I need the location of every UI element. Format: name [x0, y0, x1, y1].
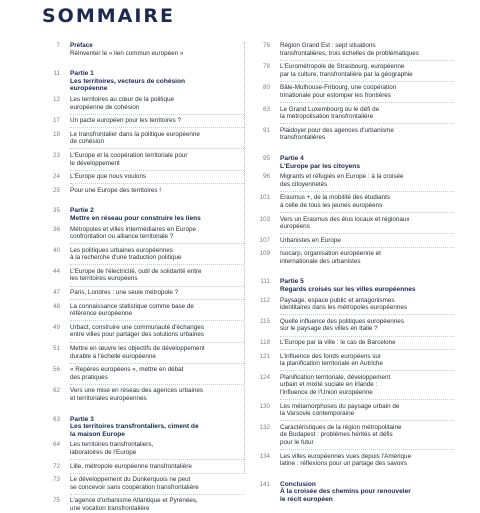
toc-entry[interactable] [42, 303, 244, 318]
page-number: 80 [262, 84, 270, 92]
entry-line: Paysage, espace public et antagonismes [280, 296, 395, 304]
toc-entry[interactable] [42, 268, 244, 283]
page-number: 62 [52, 387, 60, 395]
entry-title [70, 324, 244, 339]
entry-line: Les territoires transfrontaliers, ciment de [70, 423, 199, 431]
entry-line: les territoires européens [70, 275, 138, 283]
section-spacer [252, 265, 454, 278]
page-number: 121 [259, 352, 270, 360]
entry-line: pour le futur [280, 438, 314, 446]
page-number: 12 [52, 95, 60, 103]
entry-line: Urbanistes en Europe [280, 236, 341, 244]
page-number: 17 [52, 117, 60, 125]
entry-title [280, 403, 454, 418]
entry-line: Mettre en réseau pour construire les liens [70, 214, 201, 222]
part-label: Partie 3 [70, 415, 94, 423]
page-number: 96 [262, 173, 270, 181]
entry-title [70, 70, 244, 93]
toc-entry[interactable] [42, 187, 244, 195]
entry-separator [280, 420, 454, 421]
toc-entry[interactable] [42, 366, 244, 381]
entry-line: Regards croisés sur les villes européennes [280, 286, 416, 294]
entry-separator [70, 286, 244, 287]
entry-line: l'influence de l'Union européenne [280, 389, 373, 396]
page-number: 40 [52, 246, 60, 254]
entry-separator [280, 102, 454, 103]
page-number: 130 [259, 402, 270, 410]
entry-line: Un pacte européen pour les territoires ? [70, 117, 181, 125]
entry-separator [70, 264, 244, 265]
entry-line: transfrontalières, trois échelles de problématiques [280, 49, 419, 57]
entry-line: Mettre en œuvre les objectifs de développement [70, 345, 205, 353]
entry-title [280, 374, 454, 397]
toc-entry[interactable] [252, 318, 454, 333]
entry-line: Le développement du Dunkerquois ne peut [70, 476, 191, 484]
entry-title [280, 127, 454, 142]
entry-line: Plaidoyer pour des agences d'urbanisme [280, 126, 394, 134]
entry-line: entre villes pour partager des solutions urbaines [70, 331, 205, 339]
page-number: 83 [262, 105, 270, 113]
entry-line: des citoyennetés [280, 180, 328, 188]
entry-separator [70, 243, 244, 244]
toc-entry[interactable] [252, 403, 454, 418]
entry-separator [70, 148, 244, 149]
entry-line: Réinventer le « lien commun européen » [70, 49, 184, 57]
entry-title [280, 194, 454, 209]
entry-title [280, 339, 454, 347]
entry-line: durable à l'échelle européenne [70, 352, 156, 360]
entry-title [70, 152, 244, 167]
toc-entry[interactable] [42, 96, 244, 111]
entry-title [280, 173, 454, 188]
page-number: 134 [259, 452, 270, 460]
page-number: 76 [262, 42, 270, 49]
entry-line: laboratoires de l'Europe [70, 448, 137, 456]
entry-line: urbain et mixité sociale en Irlande : [280, 381, 378, 389]
page-number: 35 [52, 207, 60, 215]
section-spacer [252, 468, 454, 481]
entry-title [70, 476, 244, 491]
toc-entry[interactable] [42, 324, 244, 339]
entry-line: identitaires dans les métropoles européennes [280, 304, 408, 312]
entry-line: latine : réflexions pour un partage des savoirs [280, 460, 408, 468]
section-spacer [42, 57, 244, 70]
entry-line: une vocation transfrontalière [70, 504, 150, 512]
page-number: 101 [259, 194, 270, 202]
entry-line: Bâle-Mulhouse-Fribourg, une coopération [280, 84, 397, 92]
page-number: 7 [56, 42, 60, 49]
entry-line: et territoriales européennes [70, 395, 147, 402]
entry-line: de cohésion [70, 138, 104, 146]
entry-title [70, 289, 244, 297]
entry-line: Vers un Erasmus des élus locaux et régionaux [280, 215, 410, 223]
entry-line: Quelle influence des politiques européennes [280, 317, 404, 325]
entry-line: à la recherche d'une traduction politique [70, 254, 182, 262]
toc-entry[interactable] [252, 84, 454, 99]
entry-separator [70, 299, 244, 300]
page-number: 78 [262, 63, 270, 71]
entry-title [70, 441, 244, 456]
section-spacer [42, 194, 244, 207]
entry-title [70, 303, 244, 318]
entry-line: européens [280, 223, 310, 231]
entry-separator [70, 494, 244, 495]
toc-left-column [42, 42, 244, 513]
entry-line: la maison Europe [70, 430, 125, 438]
entry-title [280, 84, 454, 99]
page-number: 49 [52, 323, 60, 331]
entry-line: Le transfrontalier dans la politique européenne [70, 130, 200, 138]
toc-entry[interactable] [42, 497, 244, 512]
entry-separator [70, 170, 244, 171]
part-label: Partie 4 [280, 154, 304, 162]
entry-line: Migrants et réfugiés en Europe : à la croisée [280, 173, 404, 181]
page-number: 118 [259, 339, 270, 347]
section-spacer [252, 142, 454, 155]
entry-separator [70, 320, 244, 321]
entry-separator [280, 370, 454, 371]
toc-entry[interactable] [252, 127, 454, 142]
entry-separator [280, 123, 454, 124]
entry-separator [70, 183, 244, 184]
entry-title [70, 416, 244, 439]
entry-line: Les territoires transfrontaliers, [70, 441, 154, 449]
toc-entry[interactable] [42, 441, 244, 456]
page-number: 73 [52, 476, 60, 484]
entry-line: Pour une Europe des territoires ! [70, 186, 162, 194]
entry-line: Paris, Londres : une seule métropole ? [70, 289, 179, 297]
entry-title [70, 173, 244, 181]
entry-line: à celle de tous les jeunes européens [280, 201, 383, 209]
part-label: Conclusion [280, 480, 316, 488]
entry-separator [280, 191, 454, 192]
entry-separator [70, 459, 244, 460]
entry-title [280, 106, 454, 121]
entry-title [280, 250, 454, 265]
page-number: 112 [259, 296, 270, 304]
entry-separator [280, 349, 454, 350]
toc-entry[interactable] [42, 345, 244, 360]
entry-separator [70, 114, 244, 115]
entry-title [70, 387, 244, 402]
entry-separator [70, 384, 244, 385]
entry-line: Caractéristiques de la région métropolitaine [280, 423, 402, 431]
toc-entry[interactable] [252, 250, 454, 265]
entry-line: À la croisée des chemins pour renouveler [280, 488, 411, 496]
toc-entry[interactable] [42, 387, 244, 402]
page-number: 11 [53, 70, 60, 78]
toc-preface[interactable] [42, 42, 244, 57]
entry-separator [280, 212, 454, 213]
entry-title [280, 318, 454, 333]
entry-line: Les villes européennes vues depuis l'Amérique [280, 452, 412, 460]
toc-right-column [252, 42, 454, 504]
toc-part-heading[interactable] [42, 70, 244, 93]
entry-line: référence européenne [70, 310, 132, 318]
entry-line: Les politiques urbaines européennes [70, 246, 173, 254]
entry-title [70, 207, 244, 222]
entry-separator [70, 342, 244, 343]
entry-title [280, 353, 454, 368]
entry-title [280, 453, 454, 468]
entry-line: Urbact, construire une communauté d'échanges [70, 323, 204, 331]
entry-line: se concevoir sans coopération transfrontalière [70, 483, 199, 491]
page-number: 18 [52, 130, 60, 138]
part-label: Partie 5 [280, 278, 304, 286]
entry-separator [280, 81, 454, 82]
page-number: 141 [259, 480, 270, 488]
entry-title [70, 96, 244, 111]
entry-line: Les territoires au cœur de la politique [70, 95, 174, 103]
entry-title [70, 497, 244, 512]
entry-line: L'influence des fonds européens sur [280, 352, 381, 360]
page-number: 107 [259, 236, 270, 244]
page-title: SOMMAIRE [42, 5, 176, 27]
toc-part-heading[interactable] [252, 481, 454, 504]
entry-line: par la culture, transfrontalière par la géographie [280, 70, 413, 78]
entry-line: Préface [70, 42, 93, 49]
page-number: 44 [52, 267, 60, 275]
toc-entry[interactable] [42, 152, 244, 167]
toc-entry[interactable] [252, 42, 454, 57]
entry-title [280, 481, 454, 504]
toc-part-heading[interactable] [252, 155, 454, 170]
entry-title [70, 117, 244, 125]
toc-entry[interactable] [42, 476, 244, 491]
entry-line: L'Europe de l'électricité, outil de solidarité entre [70, 267, 202, 275]
page-number: 24 [52, 173, 60, 181]
toc-entry[interactable] [252, 339, 454, 347]
page-number: 72 [52, 462, 60, 470]
page-number: 115 [259, 317, 270, 325]
entry-title [280, 155, 454, 170]
entry-title [70, 187, 244, 195]
entry-line: L'Europe et la coopération territoriale pour [70, 151, 188, 159]
toc-entry[interactable] [42, 247, 244, 262]
entry-line: Isocarp, organisation européenne et [280, 250, 381, 258]
entry-title [280, 297, 454, 312]
toc-entry[interactable] [252, 353, 454, 368]
page-number: 111 [260, 278, 270, 286]
page-number: 95 [262, 154, 270, 162]
entry-separator [280, 60, 454, 61]
entry-title [280, 63, 454, 78]
entry-title [70, 42, 244, 57]
entry-title [280, 42, 454, 57]
page-number: 25 [52, 186, 60, 194]
entry-separator [70, 363, 244, 364]
entry-separator [70, 127, 244, 128]
entry-title [70, 268, 244, 283]
toc-entry[interactable] [252, 374, 454, 397]
toc-entry[interactable] [252, 297, 454, 312]
toc-entry[interactable] [42, 117, 244, 125]
entry-line: sur le paysage des villes en Italie ? [280, 325, 378, 333]
toc-entry[interactable] [42, 131, 244, 146]
page-number: 51 [52, 345, 60, 353]
entry-line: Les territoires, vecteurs de cohésion [70, 77, 186, 85]
toc-entry[interactable] [42, 173, 244, 181]
entry-line: Erasmus +, de la mobilité des étudiants [280, 194, 391, 202]
entry-title [280, 237, 454, 245]
entry-title [70, 247, 244, 262]
page-number: 103 [259, 215, 270, 223]
entry-line: la planification territoriale en Autriche [280, 360, 383, 368]
entry-line: confrontation ou alliance territoriale ? [70, 233, 174, 241]
entry-title [70, 463, 244, 471]
entry-line: européenne [70, 85, 108, 93]
toc-part-heading[interactable] [252, 278, 454, 293]
toc-entry[interactable] [252, 453, 454, 468]
entry-line: trinationale pour estomper les frontières [280, 91, 391, 99]
entry-line: L'Europe que nous voulons [70, 173, 147, 181]
page-number: 36 [52, 225, 60, 233]
entry-line: la métropolisation transfrontalière [280, 113, 374, 121]
entry-line: Région Grand Est : sept situations [280, 42, 376, 49]
entry-separator [280, 314, 454, 315]
entry-separator [280, 449, 454, 450]
entry-separator [70, 473, 244, 474]
entry-line: L'agence d'urbanisme Atlantique et Pyrénées, [70, 497, 198, 505]
page-number: 91 [262, 126, 270, 134]
entry-separator [280, 247, 454, 248]
toc-part-heading[interactable] [42, 416, 244, 439]
toc-entry[interactable] [252, 424, 454, 447]
entry-line: la Varsovie contemporaine [280, 410, 355, 418]
entry-line: L'Europe par la ville : le cas de Barcelone [280, 339, 396, 347]
entry-line: La connaissance statistique comme base de [70, 302, 194, 310]
entry-line: Les métamorphoses du paysage urbain de [280, 402, 400, 410]
toc-entry[interactable] [252, 106, 454, 121]
toc-part-heading[interactable] [42, 207, 244, 222]
entry-title [280, 278, 454, 293]
page-number: 64 [52, 441, 60, 449]
section-spacer [42, 403, 244, 416]
column-divider [244, 42, 246, 474]
entry-line: Métropoles et villes intermédiaires en Europe : [70, 225, 200, 233]
entry-line: « Repères européens », mettre en débat [70, 366, 184, 374]
toc-entry[interactable] [42, 289, 244, 297]
entry-title [280, 424, 454, 447]
page-number: 63 [52, 415, 60, 423]
entry-line: Planification territoriale, développement [280, 373, 391, 381]
entry-line: Le Grand Luxembourg ou le défi de [280, 105, 380, 113]
toc-entry[interactable] [42, 226, 244, 241]
toc-entry[interactable] [252, 237, 454, 245]
entry-title [70, 131, 244, 146]
page-number: 47 [52, 289, 60, 297]
toc-entry[interactable] [252, 216, 454, 231]
entry-line: internationale des urbanistes [280, 257, 361, 265]
entry-line: le récit européen [280, 495, 333, 503]
entry-title [70, 366, 244, 381]
entry-line: des pratiques [70, 373, 108, 381]
page-number: 48 [52, 302, 60, 310]
entry-title [280, 216, 454, 231]
entry-separator [280, 399, 454, 400]
entry-line: européenne de cohésion [70, 103, 140, 111]
entry-title [70, 345, 244, 360]
page-number: 109 [259, 250, 270, 258]
toc-entry[interactable] [42, 463, 244, 471]
page-number: 132 [259, 423, 270, 431]
entry-line: Lille, métropole européenne transfrontalière [70, 462, 192, 470]
entry-separator [280, 233, 454, 234]
page-number: 56 [52, 366, 60, 374]
page-number: 23 [52, 151, 60, 159]
part-label: Partie 2 [70, 207, 94, 215]
entry-line: L'Europe par les citoyens [280, 162, 360, 170]
part-label: Partie 1 [70, 70, 94, 78]
entry-line: transfrontalières [280, 134, 326, 142]
entry-line: de Budapest : problèmes hérités et défis [280, 431, 393, 439]
entry-line: L'Eurométropole de Strasbourg, européenne [280, 63, 405, 71]
page-number: 124 [259, 373, 270, 381]
entry-line: le développement [70, 159, 120, 167]
entry-title [70, 226, 244, 241]
toc-entry[interactable] [252, 173, 454, 188]
entry-line: Vers une mise en réseau des agences urbaines [70, 387, 204, 395]
entry-separator [280, 336, 454, 337]
page-number: 75 [52, 497, 60, 505]
toc-entry[interactable] [252, 63, 454, 78]
toc-entry[interactable] [252, 194, 454, 209]
